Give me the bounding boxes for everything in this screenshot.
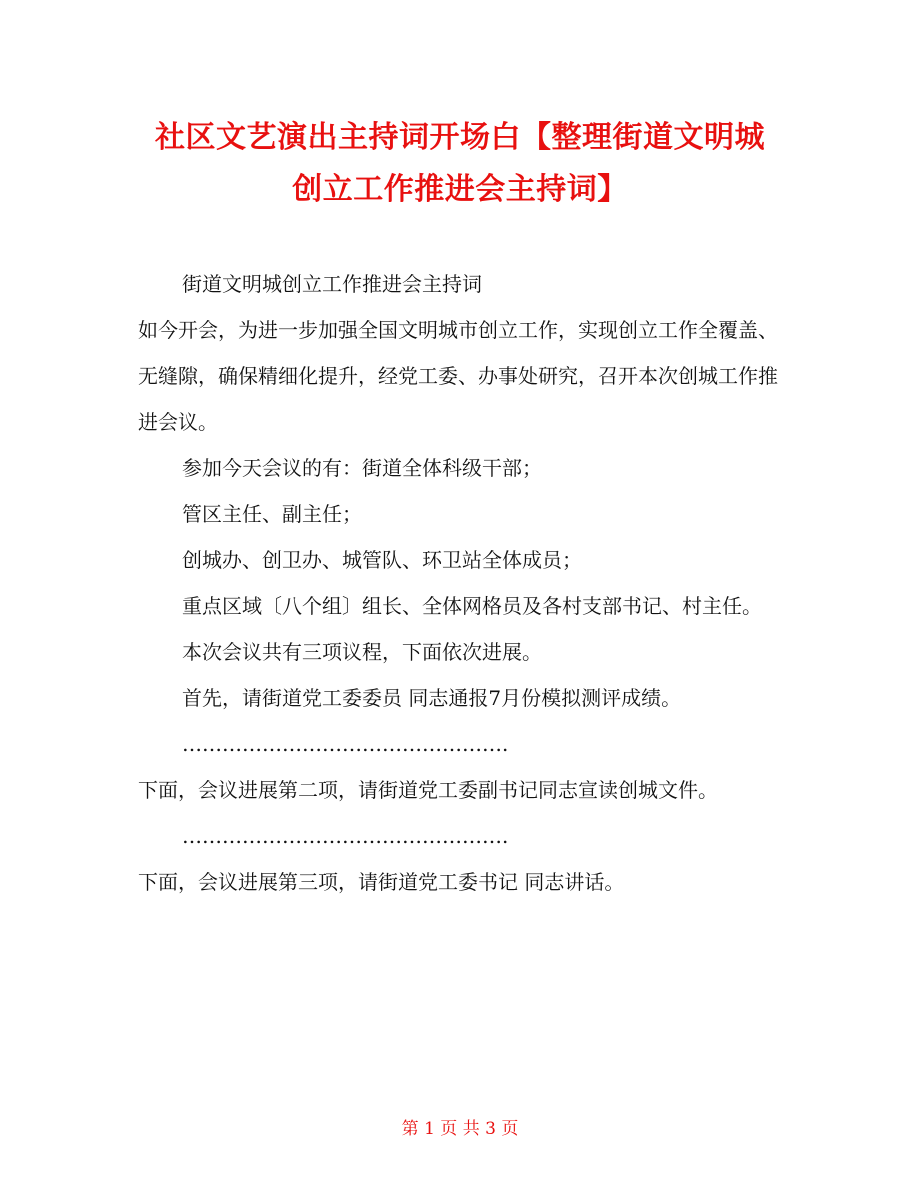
paragraph-key-areas: 重点区域〔八个组〕组长、全体网格员及各村支部书记、村主任。 bbox=[182, 594, 762, 618]
ellipsis-line-2: …………………………………………. bbox=[182, 824, 509, 848]
paragraph-offices: 创城办、创卫办、城管队、环卫站全体成员； bbox=[182, 548, 582, 572]
document-title bbox=[130, 112, 790, 216]
title-line-1: 社区文艺演出主持词开场白【整理街道文明城 bbox=[155, 120, 765, 155]
paragraph-item-one: 首先，请街道党工委委员 同志通报7月份模拟测评成绩。 bbox=[182, 686, 682, 710]
paragraph-subtitle: 街道文明城创立工作推进会主持词 bbox=[182, 272, 482, 296]
paragraph-managers: 管区主任、副主任； bbox=[182, 502, 362, 526]
paragraph-attendees: 参加今天会议的有：街道全体科级干部； bbox=[182, 456, 542, 480]
paragraph-intro: 如今开会，为进一步加强全国文明城市创立工作，实现创立工作全覆盖、无缝隙，确保精细化提升，经党工委、办事处研究，召开本次创城工作推进会议。 bbox=[138, 318, 778, 434]
paragraph-agenda: 本次会议共有三项议程，下面依次进展。 bbox=[182, 640, 542, 664]
ellipsis-line-1: …………………………………………. bbox=[182, 732, 509, 756]
page-number-footer: 第 1 页 共 3 页 bbox=[401, 1119, 519, 1139]
document-body bbox=[138, 261, 788, 905]
paragraph-item-two: 下面，会议进展第二项，请街道党工委副书记同志宣读创城文件。 bbox=[138, 778, 718, 802]
title-line-2: 创立工作推进会主持词】 bbox=[292, 172, 628, 207]
paragraph-item-three: 下面，会议进展第三项，请街道党工委书记 同志讲话。 bbox=[138, 870, 625, 894]
